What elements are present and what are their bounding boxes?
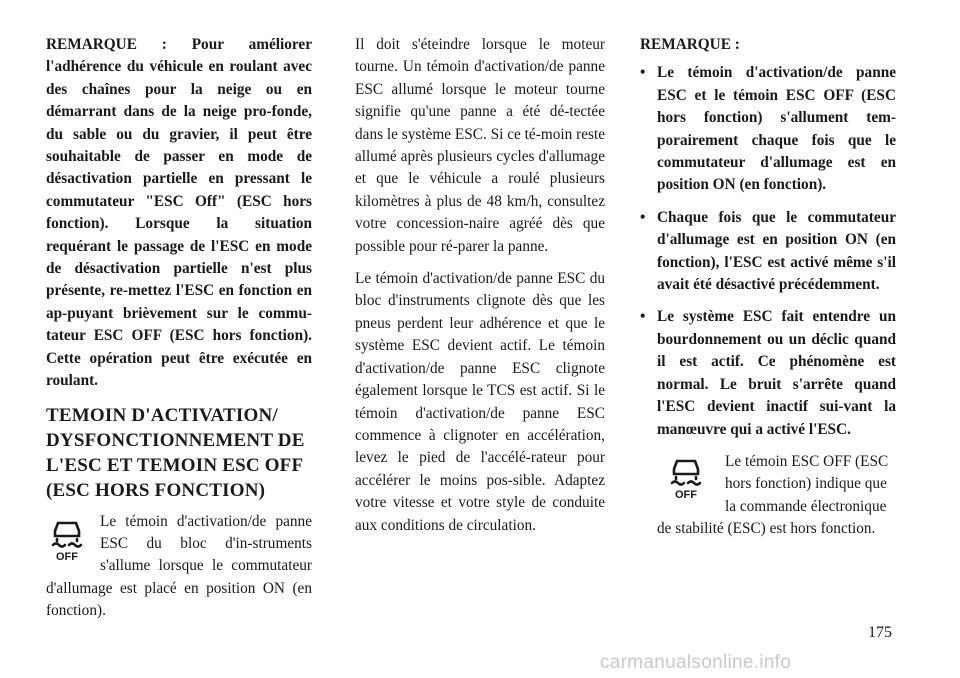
remark-label: REMARQUE : [640,36,740,53]
list-item: • Le témoin d'activation/de panne ESC et le témoin ESC OFF (ESC hors fonction) s'allument tem-porairement chaque fois que le commutateur d'allumage est en position ON (en fonction). [640,62,896,196]
remark-list [640,62,896,441]
list-item: • Chaque fois que le commutateur d'allumage est en position ON (en fonction), l'ESC est activé même s'il avait été désactivé précédemment. [640,207,896,297]
icon-off-label: OFF [56,550,78,563]
watermark: carmanualsonline.info [600,652,792,673]
esc-indicator-block [46,511,312,623]
esc-off-icon [665,455,707,508]
esc-off-text: Le témoin ESC OFF (ESC hors fonction) indique que la commande électronique de stabilité (ESC) est hors fonction. [657,452,889,538]
esc-indicator-text: Le témoin d'activation/de panne ESC du bloc d'in-struments s'allume lorsque le commutateur d'allumage est placé en position ON (en fonction). [46,512,312,620]
column-2 [355,34,605,547]
column-3 [640,34,896,551]
section-heading: TEMOIN D'ACTIVATION/ DYSFONCTIONNEMENT DE L'ESC ET TEMOIN ESC OFF (ESC HORS FONCTION) [46,404,305,501]
esc-off-icon [46,517,88,570]
column-1 [46,34,312,633]
list-item: • Le système ESC fait entendre un bourdonnement ou un déclic quand il est actif. Ce phénomène est normal. Le bruit s'arrête quand l'ESC devient inactif sui-vant la manœuvre qui a activé l'ESC. [640,306,896,440]
esc-off-block [640,451,896,541]
icon-off-label: OFF [675,488,697,501]
body-paragraph-2: Le témoin d'activation/de panne ESC du bloc d'instruments clignote dès que les pneus perdent leur adhérence et que le système ESC devient actif. Le témoin d'activation/de panne ESC clignote également lorsque le TCS est actif. Si le témoin d'activation/de panne ESC commence à clignoter en accélération, levez le pied de l'accélé-rateur pour accélérer le moins pos-sible. Adaptez votre vitesse et votre style de conduite aux conditions de circulation. [355,270,605,534]
remark-paragraph: REMARQUE : Pour améliorer l'adhérence du véhicule en roulant avec des chaînes pour la neige ou en démarrant dans de la neige pro-fonde, du sable ou du gravier, il peut être souhaitable de passer en mode de désactivation partielle en pressant le commutateur "ESC Off" (ESC hors fonction). Lorsque la situation requérant le passage de l'ESC en mode de désactivation partielle n'est plus présente, re-mettez l'ESC en fonction en ap-puyant brièvement sur le commu-tateur ESC OFF (ESC hors fonction). Cette opération peut être exécutée en roulant. [46,36,312,390]
page-number: 175 [868,624,892,641]
body-paragraph-1: Il doit s'éteindre lorsque le moteur tourne. Un témoin d'activation/de panne ESC allumé lorsque le moteur tourne signifie qu'une panne a été dé-tectée dans le système ESC. Si ce té-moin reste allumé après plusieurs cycles d'allumage et que le véhicule a roulé plusieurs kilomètres à plus de 48 km/h, consultez votre concession-naire agréé dès que possible pour ré-parer la panne. [355,36,605,255]
